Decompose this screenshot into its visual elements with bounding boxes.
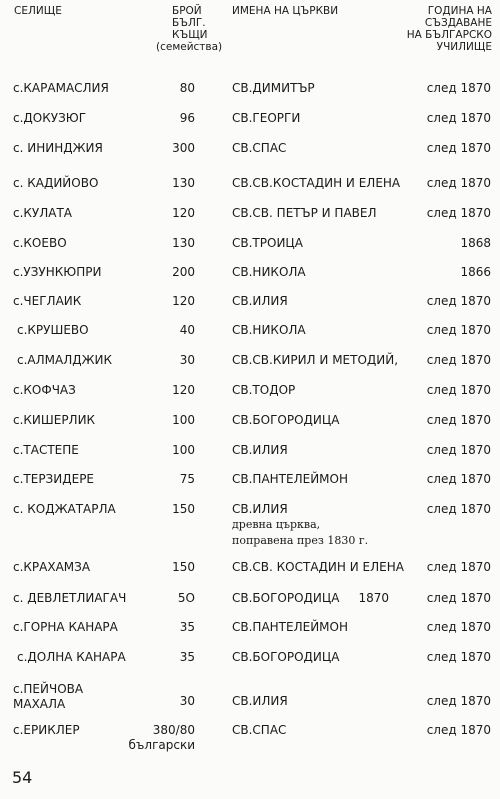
house-count: 300 xyxy=(172,141,195,155)
village-name: с. КАДИЙОВО xyxy=(13,176,99,190)
house-count: 30 xyxy=(179,353,195,367)
village-name: с. КОДЖАТАРЛА xyxy=(13,502,116,516)
house-count: 150 xyxy=(172,560,195,574)
house-count: 30 xyxy=(179,694,195,708)
village-name: с.УЗУНКЮПРИ xyxy=(13,265,102,279)
house-count: 35 xyxy=(179,650,195,664)
school-year: след 1870 xyxy=(426,591,491,605)
house-count: 130 xyxy=(172,176,195,190)
house-count: 200 xyxy=(172,265,195,279)
village-name: с.ЕРИКЛЕР xyxy=(13,723,80,737)
church-name: СВ.ПАНТЕЛЕЙМОН xyxy=(232,620,348,634)
village-name: с.КРАХАМЗА xyxy=(13,560,91,574)
header-houses-line: БРОЙ xyxy=(172,5,202,17)
church-name: СВ.ИЛИЯ xyxy=(232,502,288,516)
school-year: след 1870 xyxy=(426,141,491,155)
village-name: с.КИШЕРЛИК xyxy=(13,413,96,427)
school-year: след 1870 xyxy=(426,383,491,397)
header-houses-line: КЪЩИ xyxy=(172,29,208,41)
school-year: след 1870 xyxy=(426,413,491,427)
page-number: 54 xyxy=(12,768,33,787)
school-year: след 1870 xyxy=(426,111,491,125)
house-count: 120 xyxy=(172,383,195,397)
school-year: след 1870 xyxy=(426,323,491,337)
village-name: с.КАРАМАСЛИЯ xyxy=(13,81,109,95)
village-name: с. ДЕВЛЕТЛИАГАЧ xyxy=(13,591,127,605)
school-year: след 1870 xyxy=(426,560,491,574)
village-name: с.КУЛАТА xyxy=(13,206,73,220)
village-name: с. ИНИНДЖИЯ xyxy=(13,141,103,155)
header-year-line: ГОДИНА НА xyxy=(427,5,492,17)
house-count: 100 xyxy=(172,443,195,457)
church-name: СВ.ИЛИЯ xyxy=(232,294,288,308)
village-name: с.КОЕВО xyxy=(13,236,67,250)
header-houses-line: БЪЛГ. xyxy=(172,17,206,29)
village-name: с.ГОРНА КАНАРА xyxy=(13,620,118,634)
church-name: СВ.ГЕОРГИ xyxy=(232,111,301,125)
church-name: СВ.НИКОЛА xyxy=(232,323,306,337)
house-count: 380/80 български xyxy=(128,723,195,752)
school-year: след 1870 xyxy=(426,650,491,664)
school-year: след 1870 xyxy=(426,694,491,708)
village-name: с.КРУШЕВО xyxy=(17,323,89,337)
school-year: след 1870 xyxy=(426,472,491,486)
village-name: с.ПЕЙЧОВА xyxy=(13,682,84,696)
house-count: 120 xyxy=(172,294,195,308)
village-name: с.ДОКУЗЮГ xyxy=(13,111,87,125)
church-name: СВ.ТРОИЦА xyxy=(232,236,303,250)
village-name: с.ТЕРЗИДЕРЕ xyxy=(13,472,95,486)
village-name: с.ТАСТЕПЕ xyxy=(13,443,79,457)
school-year: след 1870 xyxy=(426,176,491,190)
church-name: СВ.СВ.КИРИЛ И МЕТОДИЙ, xyxy=(232,353,399,367)
church-name: СВ.СПАС xyxy=(232,723,287,737)
church-name: СВ.СВ. КОСТАДИН И ЕЛЕНА xyxy=(232,560,404,574)
school-year: след 1870 xyxy=(426,723,491,737)
church-name: СВ.БОГОРОДИЦА xyxy=(232,413,340,427)
house-count: 120 xyxy=(172,206,195,220)
header-year xyxy=(380,5,492,53)
church-name: СВ.ДИМИТЪР xyxy=(232,81,315,95)
header-year-line: НА БЪЛГАРСКО xyxy=(406,29,492,41)
house-count: 80 xyxy=(179,81,195,95)
church-name: СВ.ИЛИЯ xyxy=(232,443,288,457)
church-name: СВ.ПАНТЕЛЕЙМОН xyxy=(232,472,348,486)
village-name: с.КОФЧАЗ xyxy=(13,383,76,397)
church-name: СВ.СВ. ПЕТЪР И ПАВЕЛ xyxy=(232,206,377,220)
village-name: с.ЧЕГЛАИК xyxy=(13,294,82,308)
header-year-line: СЪЗДАВАНЕ xyxy=(424,17,492,29)
village-name-line2: МАХАЛА xyxy=(13,697,66,711)
village-name: с.ДОЛНА КАНАРА xyxy=(17,650,126,664)
header-village: СЕЛИЩЕ xyxy=(14,5,62,17)
church-name: СВ.ИЛИЯ xyxy=(232,694,288,708)
school-year: 1866 xyxy=(460,265,491,279)
church-name: СВ.БОГОРОДИЦА 1870 xyxy=(232,591,390,605)
school-year: след 1870 xyxy=(426,206,491,220)
header-churches: ИМЕНА НА ЦЪРКВИ xyxy=(232,5,339,17)
house-count: 130 xyxy=(172,236,195,250)
church-name: СВ.СПАС xyxy=(232,141,287,155)
school-year: след 1870 xyxy=(426,81,491,95)
house-count: 5O xyxy=(177,591,195,605)
house-count: 100 xyxy=(172,413,195,427)
school-year: след 1870 xyxy=(426,294,491,308)
school-year: 1868 xyxy=(460,236,491,250)
church-note: поправена през 1830 г. xyxy=(232,534,369,547)
school-year: след 1870 xyxy=(426,443,491,457)
church-name: СВ.НИКОЛА xyxy=(232,265,306,279)
church-name: СВ.БОГОРОДИЦА xyxy=(232,650,340,664)
house-count: 35 xyxy=(179,620,195,634)
school-year: след 1870 xyxy=(426,620,491,634)
church-note: древна църква, xyxy=(232,518,321,531)
house-count: 40 xyxy=(179,323,195,337)
header-year-line: УЧИЛИЩЕ xyxy=(436,41,492,53)
header-houses xyxy=(156,5,223,53)
header-houses-line: (семейства) xyxy=(156,41,223,53)
house-count: 75 xyxy=(179,472,195,486)
village-name: с.АЛМАЛДЖИК xyxy=(17,353,113,367)
school-year: след 1870 xyxy=(426,502,491,516)
school-year: след 1870 xyxy=(426,353,491,367)
church-name: СВ.ТОДОР xyxy=(232,383,296,397)
house-count: 96 xyxy=(179,111,195,125)
church-name: СВ.СВ.КОСТАДИН И ЕЛЕНА xyxy=(232,176,401,190)
house-count: 150 xyxy=(172,502,195,516)
